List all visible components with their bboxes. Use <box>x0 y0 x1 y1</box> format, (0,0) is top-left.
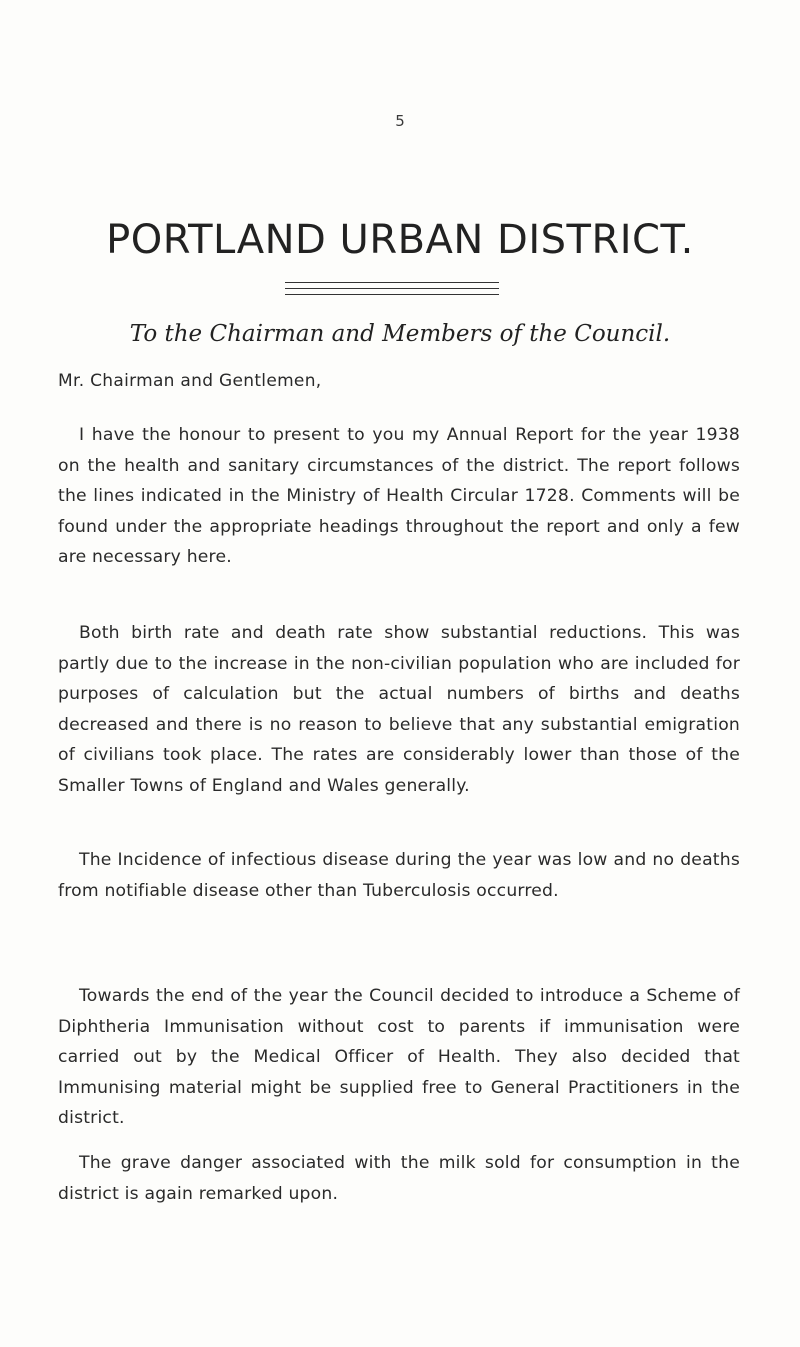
salutation: Mr. Chairman and Gentlemen, <box>58 371 322 391</box>
document-title: PORTLAND URBAN DISTRICT. <box>106 217 694 263</box>
report-paragraph: Towards the end of the year the Council decided to introduce a Scheme of Diphtheria Immunisation without cost to parents if immunisation were carried out by the Medical Officer of Health. They also decided that Immunising material might be supplied free to General Practitioners in the district. <box>58 986 740 1128</box>
title-rule <box>285 288 499 289</box>
report-paragraph: I have the honour to present to you my Annual Report for the year 1938 on the health and sanitary circumstances of the district. The report follows the lines indicated in the Ministry of Health Circular 1728. Comments will be found under the appropriate headings throughout the report and only a few are necessary here. <box>58 425 740 567</box>
report-paragraph: The Incidence of infectious disease during the year was low and no deaths from notifiable disease other than Tuberculosis occurred. <box>58 850 740 901</box>
report-paragraph: Both birth rate and death rate show substantial reductions. This was partly due to the increase in the non-civilian population who are included for purposes of calculation but the actual numbers of births and deaths decreased and there is no reason to believe that any substantial emigration of civilians took place. The rates are considerably lower than those of the Smaller Towns of England and Wales generally. <box>58 623 740 796</box>
title-rule <box>285 282 499 283</box>
title-rule <box>285 294 499 295</box>
report-paragraph: The grave danger associated with the milk sold for consumption in the district is again remarked upon. <box>58 1153 740 1204</box>
address-line: To the Chairman and Members of the Council. <box>129 321 671 347</box>
page-number: 5 <box>395 112 405 130</box>
